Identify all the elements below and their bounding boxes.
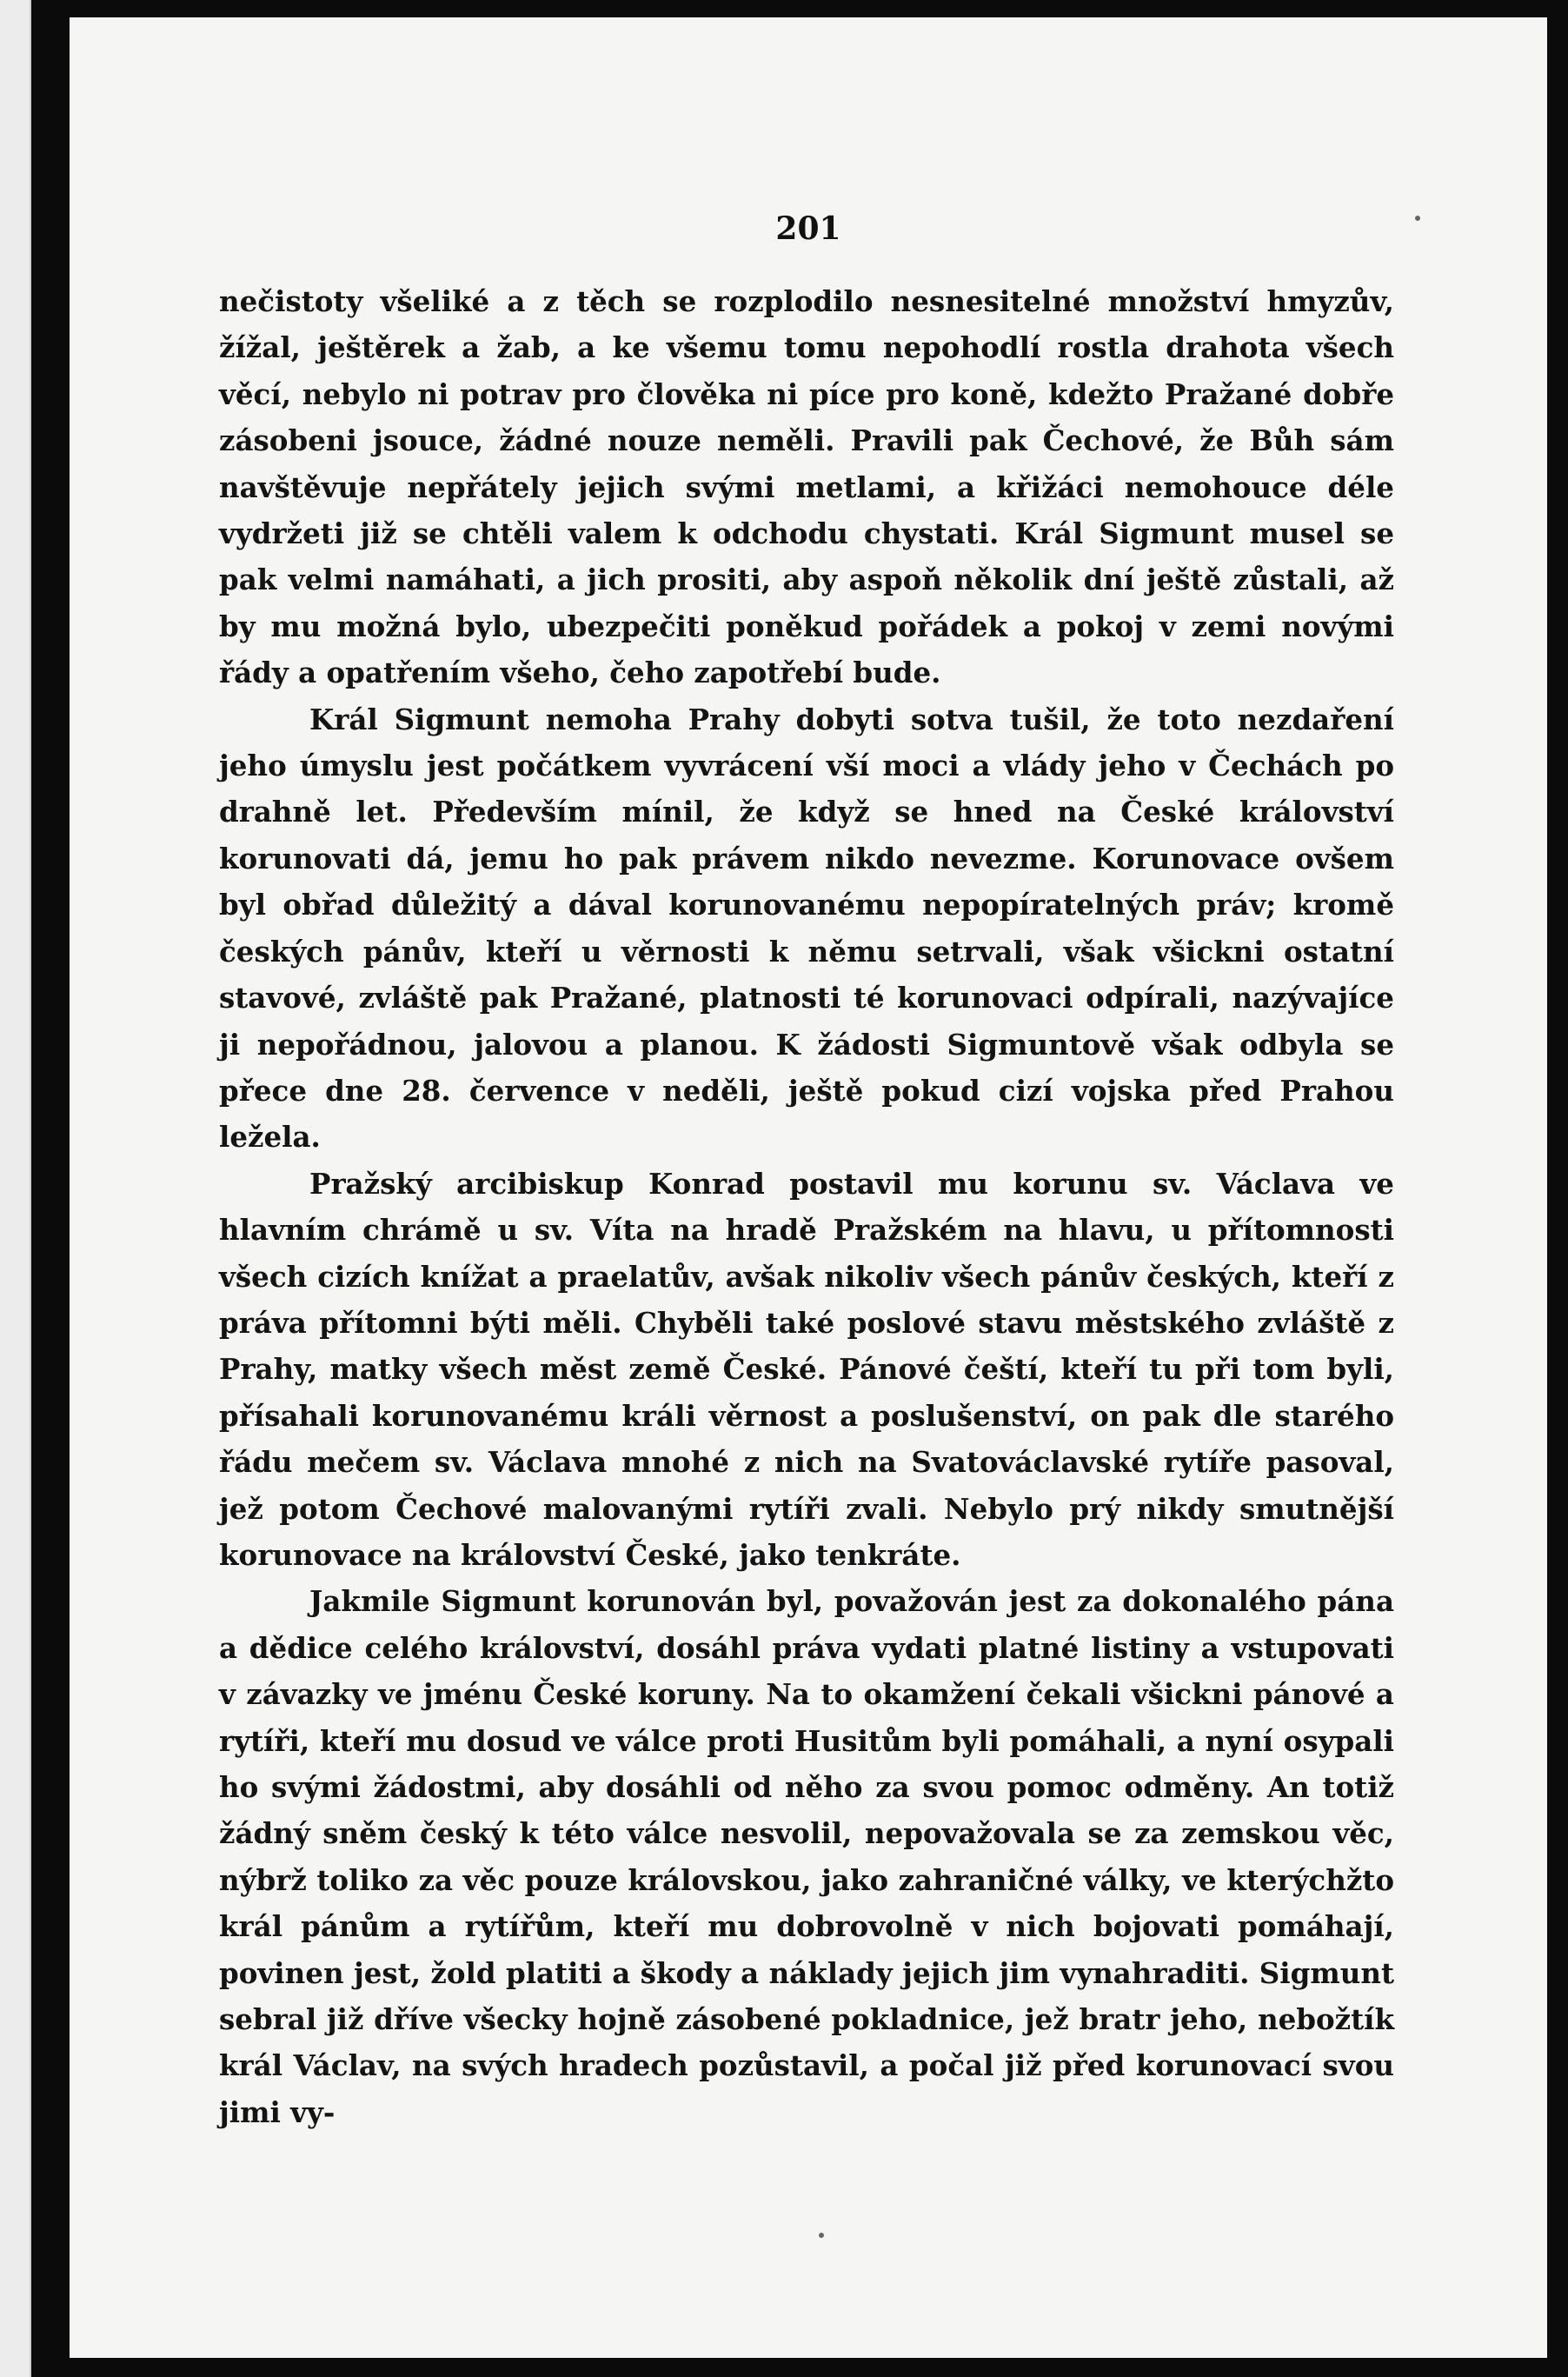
- paragraph-coronation-ceremony: Pražský arcibiskup Konrad postavil mu korunu sv. Václava ve hlavním chrámě u sv. Víta na hradě Pražském na hlavu, u přítomnosti všech cizích knížat a praelatův, avšak nikoliv všech pánův českých, kteří z práva přítomni býti měli. Chyběli také poslové stavu městského zvláště z Prahy, matky všech měst země České. Pánové čeští, kteří tu při tom byli, přísahali korunovanému králi věrnost a poslušenství, on pak dle starého řádu mečem sv. Václava mnohé z nich na Svatováclavské rytíře pasoval, jež potom Čechové malovanými rytíři zvali. Nebylo prý nikdy smutnější korunovace na království České, jako tenkráte.: [219, 1166, 1394, 1572]
- paragraph-coronation-intent: Král Sigmunt nemoha Prahy dobyti sotva tušil, že toto nezdaření jeho úmyslu jest počátkem vyvrácení vší moci a vlády jeho v Čechách po drahně let. Především mínil, že když se hned na České království korunovati dá, jemu ho pak právem nikdo nevezme. Korunovace ovšem byl obřad důležitý a dával korunovanému nepopíratelných práv; kromě českých pánův, kteří u věrnosti k němu setrvali, však všickni ostatní stavové, zvláště pak Pražané, platnosti té korunovaci odpírali, nazývajíce ji nepořádnou, jalovou a planou. K žádosti Sigmuntově však odbyla se přece dne 28. července v neděli, ještě pokud cizí vojska před Prahou ležela.: [219, 702, 1394, 1155]
- book-page: [70, 17, 1547, 2358]
- paragraph-after-coronation: Jakmile Sigmunt korunován byl, považován jest za dokonalého pána a dědice celého království, dosáhl práva vydati platné listiny a vstupovati v závazky ve jménu České koruny. Na to okamžení čekali všickni pánové a rytíři, kteří mu dosud ve válce proti Husitům byli pomáhali, a nyní osypali ho svými žádostmi, aby dosáhli od něho za svou pomoc odměny. An totiž žádný sněm český k této válce nesvolil, nepovažovala se za zemskou věc, nýbrž toliko za věc pouze královskou, jako zahraničné války, ve kterýchžto král pánům a rytířům, kteří mu dobrovolně v nich bojovati pomáhají, povinen jest, žold platiti a škody a náklady jejich jim vynahraditi. Sigmunt sebral již dříve všecky hojně zásobené pokladnice, jež bratr jeho, nebožtík král Václav, na svých hradech pozůstavil, a počal již před korunovací svou jimi vy-: [219, 1584, 1394, 2129]
- page-number: 201: [775, 210, 841, 247]
- paper-speck: [819, 2233, 824, 2238]
- previous-page-edge: [0, 0, 31, 2377]
- paragraph-continuation: nečistoty všeliké a z těch se rozplodilo nesnesitelné množství hmyzův, žížal, ještěrek a žab, a ke všemu tomu nepohodlí rostla drahota všech věcí, nebylo ni potrav pro člověka ni píce pro koně, kdežto Pražané dobře zásobeni jsouce, žádné nouze neměli. Pravili pak Čechové, že Bůh sám navštěvuje nepřátely jejich svými metlami, a křižáci nemohouce déle vydržeti již se chtěli valem k odchodu chystati. Král Sigmunt musel se pak velmi namáhati, a jich prositi, aby aspoň několik dní ještě zůstali, až by mu možná bylo, ubezpečiti poněkud pořádek a pokoj v zemi novými řády a opatřením všeho, čeho zapotřebí bude.: [219, 284, 1394, 690]
- page-body-text: [219, 278, 1394, 2135]
- paper-speck: [1415, 216, 1420, 221]
